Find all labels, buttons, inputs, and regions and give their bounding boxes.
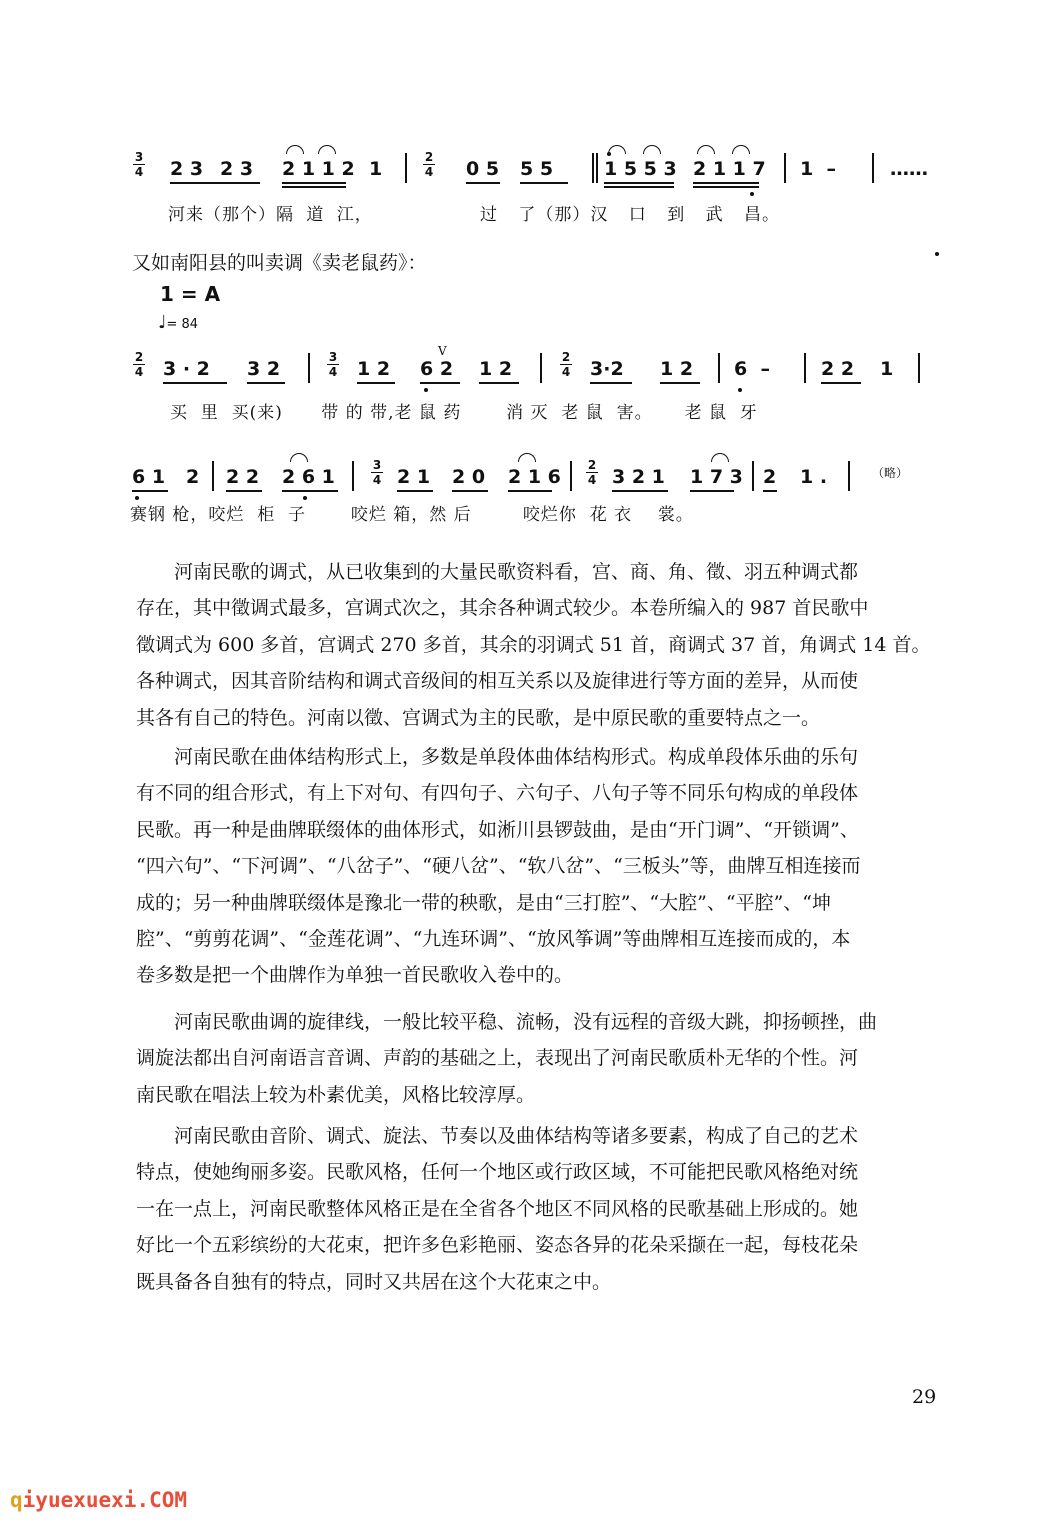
paragraph-melody: 河南民歌曲调的旋律线，一般比较平稳、流畅，没有远程的音级大跳，抑扬顿挫，曲 调旋法都出自河南语言音调、声韵的基础之上，表现出了河南民歌质朴无华的个性。河 南民歌在唱法上较为朴素优美，风格比较淳厚。 (136, 1011, 878, 1106)
quarter-note-icon: ♩ (158, 312, 167, 333)
note-group: 2 (186, 466, 200, 488)
note-group: 2 (763, 466, 777, 488)
time-signature: 2 4 (424, 150, 434, 179)
note-group: 3 2 1 (612, 466, 665, 488)
note-group: 1 2 (660, 358, 694, 380)
note-group: 2 2 (821, 358, 855, 380)
note-group: 1 2 (479, 358, 513, 380)
note-group: 2 0 (452, 466, 486, 488)
note-group: 2 6 1 (282, 466, 335, 488)
note-group: 2 3 (170, 158, 204, 180)
tempo-marking: ♩= 84 (158, 312, 199, 333)
note-group: 2 1 6 (508, 466, 561, 488)
note-group: 2 3 (220, 158, 254, 180)
note-group: 1 (880, 358, 894, 380)
intro-text: 又如南阳县的叫卖调《卖老鼠药》： (132, 252, 427, 274)
note-group: 0 5 (466, 158, 500, 180)
page-number: 29 (912, 1386, 937, 1408)
omitted-note: （略） (872, 466, 909, 480)
lyric-line: 河来（那个）隔 道 江， (168, 205, 373, 225)
note-group: 1 (369, 158, 383, 180)
note-group: 2 1 1 7 (693, 158, 766, 180)
note-group: 1 7 3 (690, 466, 743, 488)
note-group: 5 5 (520, 158, 554, 180)
time-signature: 3 4 (328, 350, 338, 379)
watermark-logo: qiyuexuexi.COM (10, 1488, 188, 1512)
paragraph-structure: 河南民歌在曲体结构形式上，多数是单段体曲体结构形式。构成单段体乐曲的乐句 有不同的组合形式，有上下对句、有四句子、六句子、八句子等不同乐句构成的单段体 民歌。再一种是曲牌联缀体的曲体形式，如淅川县锣鼓曲，是由“开门调”、“开锁调”、 “四六句”、“下河调”、“八岔子”、“硬八岔”、“软八岔”、“三板头”等，曲牌互相连接而 成的；另一种曲牌联缀体是豫北一带的秧歌，是由“三打腔”、“大腔”、“平腔”、“坤 腔”、“剪剪花调”、“金莲花调”、“九连环调”、“放风筝调”等曲牌相互连接而成的，本 卷多数是把一个曲牌作为单独一首民歌收入卷中的。 (136, 746, 861, 987)
note-group: 1 – (800, 158, 836, 180)
note-group: 6 2 (420, 358, 454, 380)
lyric-line: 过 了（那）汉 口 到 武 昌。 (480, 205, 781, 225)
time-signature: 3 4 (372, 458, 382, 487)
note-group: 2 1 1 2 (282, 158, 355, 180)
time-signature: 2 4 (561, 350, 571, 379)
paragraph-style: 河南民歌由音阶、调式、旋法、节奏以及曲体结构等诸多要素，构成了自己的艺术 特点，使她绚丽多姿。民歌风格，任何一个地区或行政区域，不可能把民歌风格绝对统 一在一点上，河南民歌整体风格正是在全省各个地区不同风格的民歌基础上形成的。她 好比一个五彩缤纷的大花束，把许多色彩艳丽、姿态各异的花朵采撷在一起，每枝花朵 既具备各自独有的特点，同时又共居在这个大花束之中。 (136, 1125, 859, 1293)
note-group: 1 . (800, 466, 828, 488)
note-group: 3 · 2 (163, 358, 210, 380)
ellipsis: …… (890, 158, 928, 180)
note-group: 6 1 (132, 466, 166, 488)
time-signature: 2 4 (587, 458, 597, 487)
note-group: 2 1 (397, 466, 431, 488)
key-signature: 1 = A (160, 282, 221, 306)
time-signature: 2 4 (134, 350, 144, 379)
note-group: 1 5 5 3 (604, 158, 677, 180)
time-signature: 3 4 (134, 150, 144, 179)
note-group: 3 2 (247, 358, 281, 380)
note-group: 3·2 (590, 358, 624, 380)
paragraph-modes: 河南民歌的调式，从已收集到的大量民歌资料看，宫、商、角、徵、羽五种调式都 存在，其中徵调式最多，宫调式次之，其余各种调式较少。本卷所编入的 987 首民歌中 徵调式为 600 多首，宫调式 270 多首，其余的羽调式 51 首，商调式 37 首，角调式 14 首。 各种调式，因其音阶结构和调式音级间的相互关系以及旋律进行等方面的差异，从而使 其各有自己的特色。河南以徵、宫调式为主的民歌，是中原民歌的重要特点之一。 (136, 561, 931, 729)
lyric-line: 买 里 买(来) 带 的 带,老 鼠 药 消 灭 老 鼠 害。 老 鼠 牙 (170, 403, 758, 423)
note-group: 6 – (734, 358, 770, 380)
note-group: 1 2 (357, 358, 391, 380)
lyric-line: 赛钢 枪，咬烂 柜 子 咬烂 箱，然 后 咬烂你 花 衣 裳。 (130, 505, 694, 525)
note-group: 2 2 (226, 466, 260, 488)
